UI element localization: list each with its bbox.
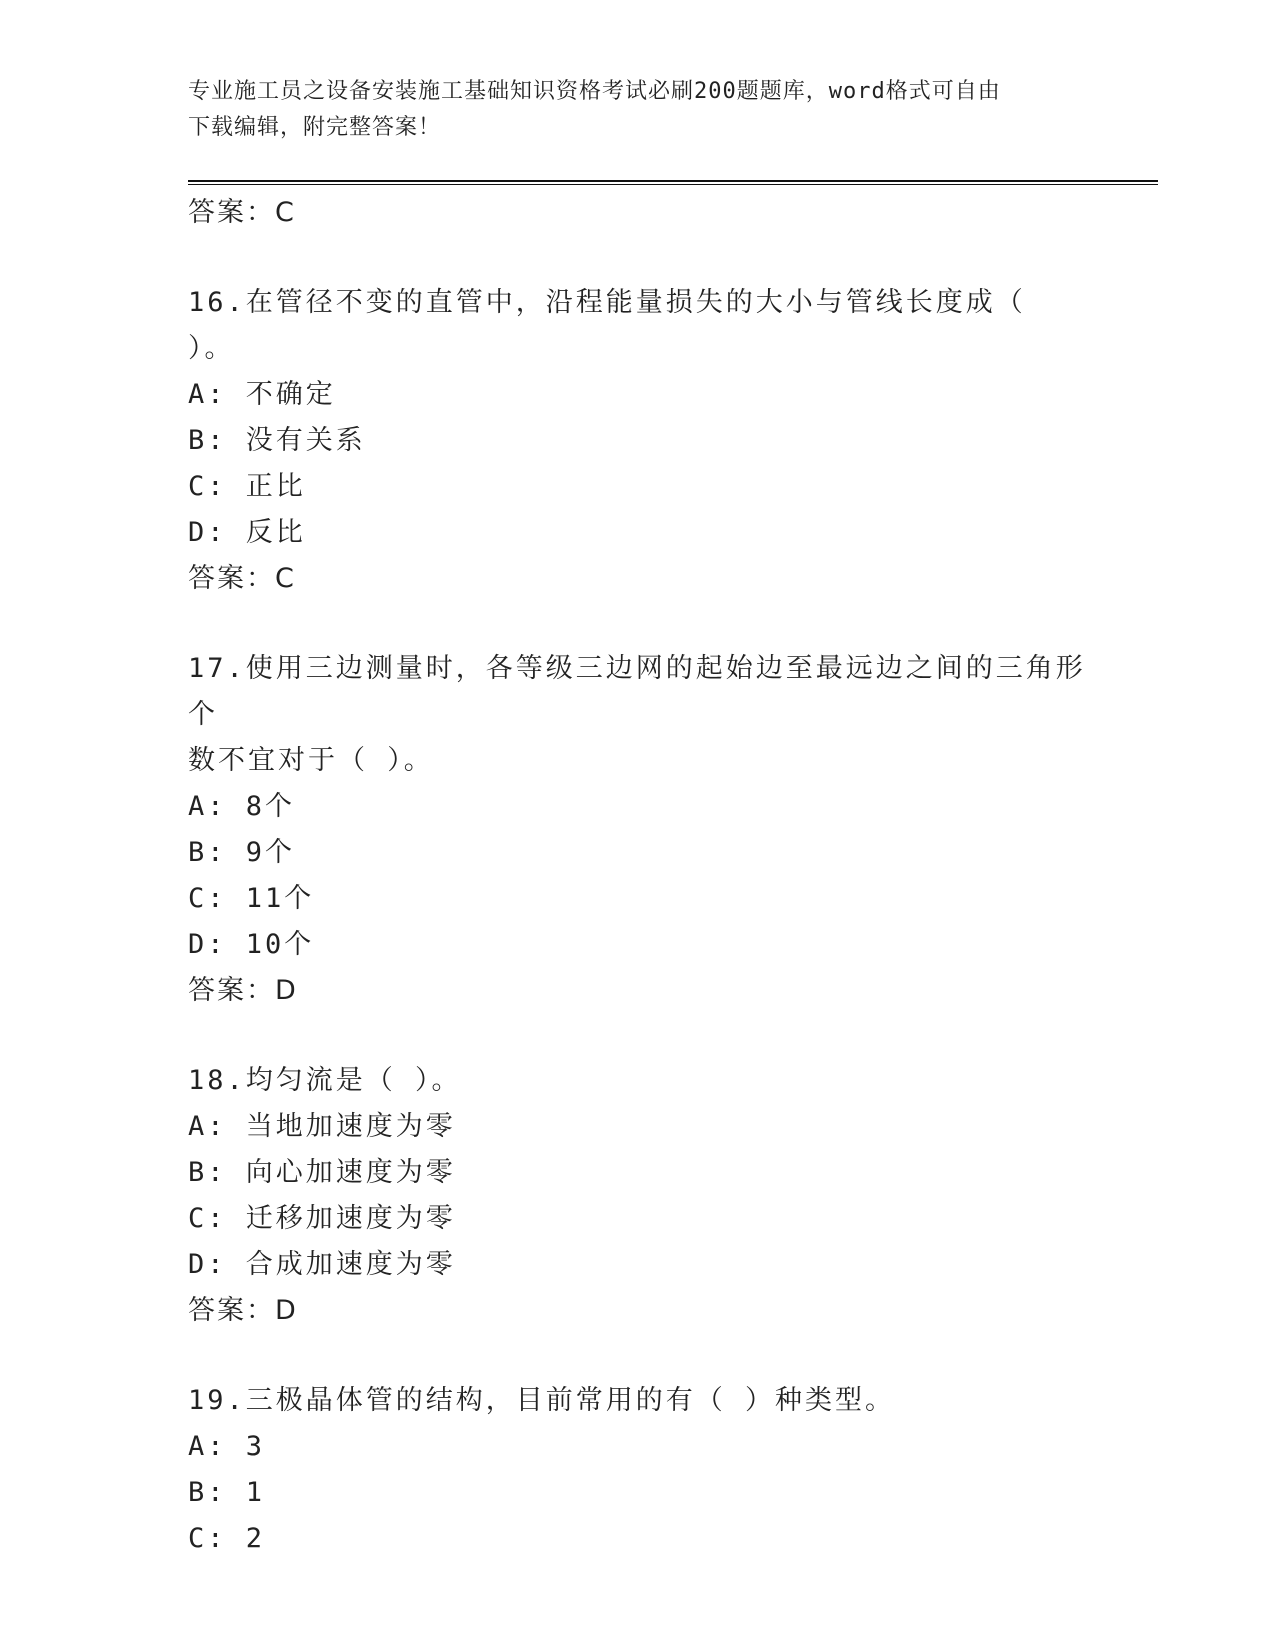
question-stem-continuation: 数不宜对于（ ）。: [188, 745, 434, 776]
option-c: C: 11个: [188, 883, 315, 914]
question-18: [188, 1058, 1088, 1334]
answer-line: 答案：C: [188, 563, 296, 594]
header-divider-thin: [188, 184, 1158, 185]
option-d: D: 反比: [188, 517, 306, 548]
header-divider-thick: [188, 180, 1158, 182]
option-d: D: 10个: [188, 929, 315, 960]
option-a: A: 当地加速度为零: [188, 1111, 456, 1142]
option-a: A: 8个: [188, 791, 296, 822]
option-a: A: 3: [188, 1431, 266, 1462]
question-17: [188, 646, 1088, 1014]
header-line-2: 下载编辑，附完整答案！: [188, 115, 442, 140]
option-b: B: 向心加速度为零: [188, 1157, 456, 1188]
option-a: A: 不确定: [188, 379, 336, 410]
option-c: C: 正比: [188, 471, 306, 502]
question-stem: 18.均匀流是（ ）。: [188, 1065, 462, 1096]
answer-line: 答案：C: [188, 197, 296, 228]
question-list: [188, 190, 1088, 1562]
option-d: D: 合成加速度为零: [188, 1249, 456, 1280]
option-b: B: 没有关系: [188, 425, 366, 456]
answer-line: 答案：D: [188, 1295, 298, 1326]
question-19: [188, 1378, 1088, 1562]
document-header: [188, 74, 1088, 146]
option-b: B: 9个: [188, 837, 296, 868]
question-stem: 16.在管径不变的直管中，沿程能量损失的大小与管线长度成（ ）。: [188, 287, 1026, 364]
answer-line: 答案：D: [188, 975, 298, 1006]
option-b: B: 1: [188, 1477, 266, 1508]
question-stem: 19.三极晶体管的结构，目前常用的有（ ）种类型。: [188, 1385, 896, 1416]
question-stem: 17.使用三边测量时，各等级三边网的起始边至最远边之间的三角形个: [188, 653, 1086, 730]
option-c: C: 2: [188, 1523, 266, 1554]
question-16: [188, 280, 1088, 602]
option-c: C: 迁移加速度为零: [188, 1203, 456, 1234]
header-line-1: 专业施工员之设备安装施工基础知识资格考试必刷200题题库，word格式可自由: [188, 79, 1001, 104]
